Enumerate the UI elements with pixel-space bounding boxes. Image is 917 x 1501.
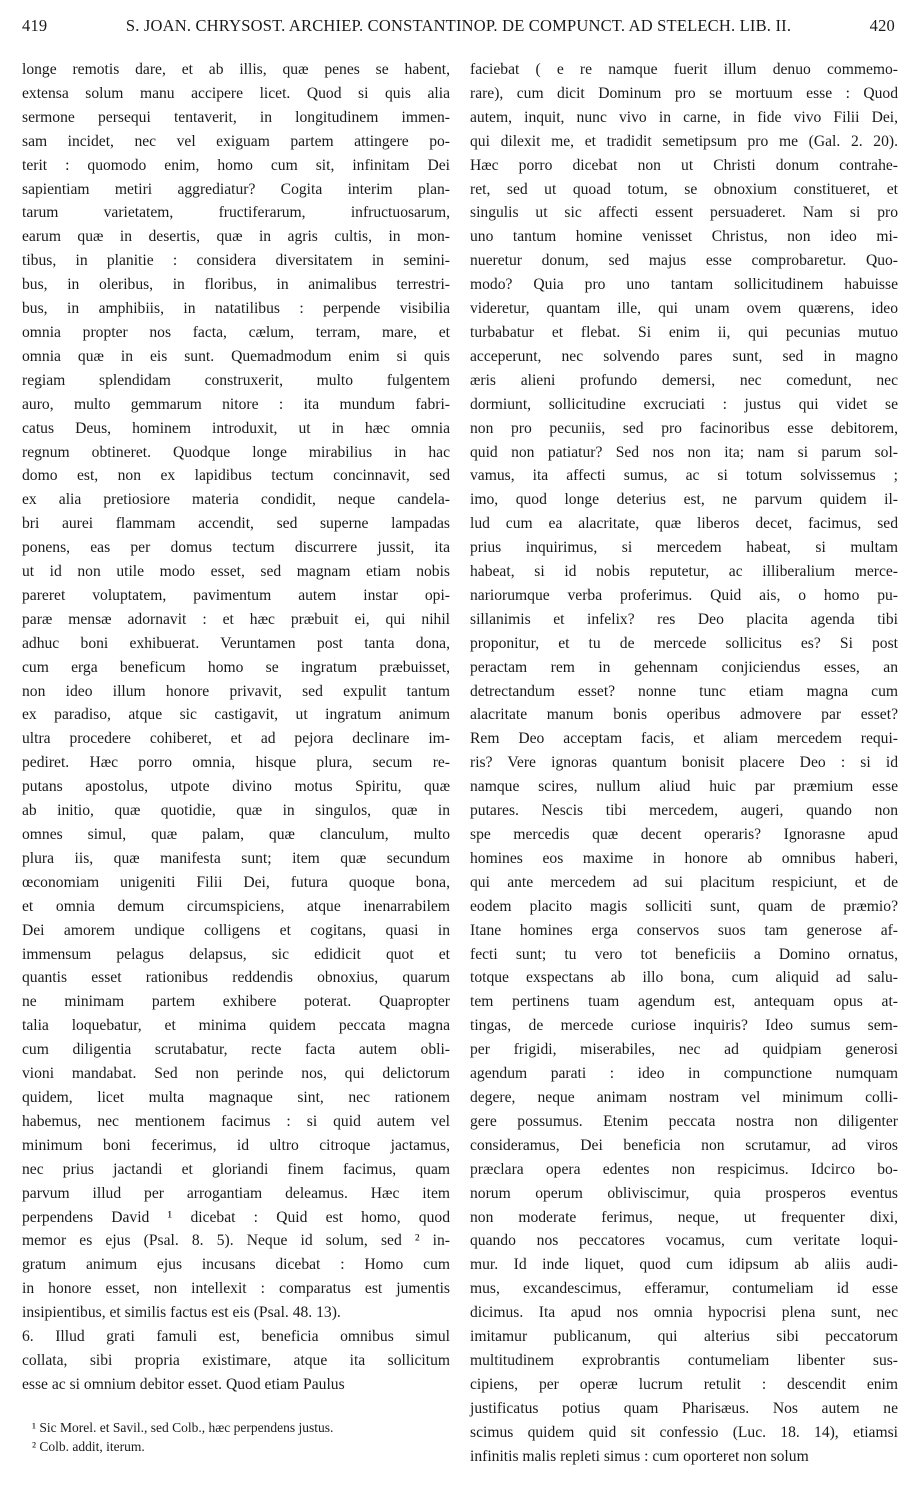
text-line: justificatus potius quam Pharisæus. Nos autem ne xyxy=(470,1399,898,1417)
text-line: quantis esset rationibus reddendis obnoxius, quarum xyxy=(22,969,450,987)
footnotes xyxy=(32,1418,452,1456)
text-line: gere possumus. Etenim peccata nostra non diligenter xyxy=(470,1112,898,1130)
text-line: agendum parati : ideo in compunctione numquam xyxy=(470,1065,898,1083)
text-line: mur. Id inde liquet, quod cum idipsum ab aliis audi- xyxy=(470,1256,898,1274)
text-line: bri aurei flammam accendit, sed superne lampadas xyxy=(22,515,450,533)
text-line: nariorumque verba proferimus. Quid ais, o homo pu- xyxy=(470,586,898,604)
text-line: esse ac si omnium debitor esset. Quod etiam Paulus xyxy=(22,1375,345,1393)
text-line: mus, excandescimus, efferamur, contumeliam id esse xyxy=(470,1280,898,1298)
text-line: rare), cum dicit Dominum pro se mortuum esse : Quod xyxy=(470,84,898,102)
text-line: extensa solum manu accipere licet. Quod si quis alia xyxy=(22,84,450,102)
running-header xyxy=(22,6,895,46)
text-line: minimum boni fecerimus, id ultro citroque jactamus, xyxy=(22,1136,450,1154)
text-line: ret, sed ut quoad totum, se obnoxium constitueret, et xyxy=(470,180,898,198)
text-line: parvum illud per arrogantiam deleamus. Hæc item xyxy=(22,1184,450,1202)
text-line: earum quæ in desertis, quæ in agris cultis, in mon- xyxy=(22,228,450,246)
text-line: omnia propter nos facta, cælum, terram, mare, et xyxy=(22,323,450,341)
text-line: cum erga beneficum homo se ingratum præbuisset, xyxy=(22,658,450,676)
text-line: multitudinem exprobrantis contumeliam libenter sus- xyxy=(470,1351,898,1369)
text-line: et omnia demum circumspiciens, atque inenarrabilem xyxy=(22,897,450,915)
text-line: faciebat ( e re namque fuerit illum denuo commemo- xyxy=(470,61,898,78)
text-line: sillanimis et infelix? res Deo placita agenda tibi xyxy=(470,610,898,628)
text-line: scimus quidem quid sit confessio (Luc. 18. 14), etiamsi xyxy=(470,1423,898,1441)
text-line: gratum animum ejus incusans dicebat : Homo cum xyxy=(22,1256,450,1274)
text-line: quando nos peccatores vocamus, cum veritate loqui- xyxy=(470,1232,898,1250)
running-title: S. JOAN. CHRYSOST. ARCHIEP. CONSTANTINOP. DE COMPUNCT. AD STELECH. LIB. II. xyxy=(125,16,792,35)
text-line: terit : quomodo enim, homo cum sit, infinitam Dei xyxy=(22,156,450,174)
text-line: ex alia pretiosiore materia condidit, neque candela- xyxy=(22,491,450,509)
text-line: qui ante mercedem ad sui placitum respiciunt, et de xyxy=(470,873,898,891)
text-line: ultra procedere cohiberet, et ad pejora declinare im- xyxy=(22,730,450,748)
text-line: turbabatur et flebat. Si enim ii, qui pecunias mutuo xyxy=(470,323,898,341)
text-line: namque scires, nullum aliud huic par præmium esse xyxy=(470,778,898,796)
text-line: pareret voluptatem, pavimentum autem instar opi- xyxy=(22,586,450,604)
text-line: quid non patiatur? Sed nos non ita; nam si parum sol- xyxy=(470,443,898,461)
text-line: cipiens, per operæ lucrum retulit : descendit enim xyxy=(470,1375,898,1393)
text-line: imitamur publicanum, qui alterius sibi peccatorum xyxy=(470,1328,898,1346)
text-line: degere, neque animam nostram vel minimum colli- xyxy=(470,1088,898,1106)
text-line: memor es ejus (Psal. 8. 5). Neque id solum, sed ² in- xyxy=(22,1232,450,1250)
text-line: omnes simul, quæ palam, quæ clanculum, multo xyxy=(22,826,450,843)
text-line: œconomiam unigeniti Filii Dei, futura quoque bona, xyxy=(22,873,450,891)
text-line: fecti sunt; tu vero tot beneficiis a Domino ornatus, xyxy=(470,945,898,963)
text-line: immensum pelagus delapsus, sic edidicit quot et xyxy=(22,945,450,963)
text-line: quidem, licet multa magnaque sint, nec rationem xyxy=(22,1088,450,1106)
text-line: domo est, non ex lapidibus tectum concinnavit, sed xyxy=(22,467,450,485)
text-line: peractam rem in gehennam conjiciendus esses, an xyxy=(470,658,898,676)
text-line: pediret. Hæc porro omnia, hisque plura, secum re- xyxy=(22,754,450,772)
text-line: præclara opera edentes non respicimus. Idcirco bo- xyxy=(470,1160,898,1178)
text-line: longe remotis dare, et ab illis, quæ penes se habent, xyxy=(22,61,450,78)
text-line: ris? Vere ignoras quantum bonisit placere Deo : si id xyxy=(470,754,898,772)
text-line: ponens, eas per domus tectum discurrere jussit, ita xyxy=(22,539,450,557)
text-line: spe mercedis quæ decent operaris? Ignorasne apud xyxy=(470,826,898,843)
right-text-column xyxy=(470,58,898,1465)
text-line: catus Deus, hominem introduxit, ut in hæc omnia xyxy=(22,419,450,437)
text-line: lud cum ea alacritate, quæ liberos decet, facimus, sed xyxy=(470,515,898,533)
text-line: ut id non utile modo esset, sed magnam etiam nobis xyxy=(22,563,450,581)
text-line: non pro pecuniis, sed pro facinoribus esse debitorem, xyxy=(470,419,898,437)
text-line: cum diligentia scrutabatur, recte facta autem obli- xyxy=(22,1041,450,1059)
text-line: perpendens David ¹ dicebat : Quid est homo, quod xyxy=(22,1208,450,1226)
text-line: qui dilexit me, et tradidit semetipsum pro me (Gal. 2. 20). xyxy=(470,132,898,150)
text-line: videretur, quantam ille, qui unam ovem quærens, ideo xyxy=(470,300,898,318)
text-line: proponitur, et tu de mercede sollicitus es? Si post xyxy=(470,634,898,652)
text-line: vioni mandabat. Sed non perinde nos, qui delictorum xyxy=(22,1065,450,1083)
text-line: putares. Nescis tibi mercedem, augeri, quando non xyxy=(470,802,898,820)
text-line: adhuc boni exhibuerat. Veruntamen post tanta dona, xyxy=(22,634,450,652)
footnote: ² Colb. addit, iterum. xyxy=(32,1439,145,1454)
footnote: ¹ Sic Morel. et Savil., sed Colb., hæc perpendens justus. xyxy=(32,1420,334,1435)
text-line: sapientiam metiri aggrediatur? Cogita interim plan- xyxy=(22,180,450,198)
text-line: ab initio, quæ quotidie, quæ in singulos, quæ in xyxy=(22,802,450,820)
text-line: sermone persequi tentaverit, in longitudinem immen- xyxy=(22,108,450,126)
text-line: plura iis, quæ manifesta sunt; item quæ secundum xyxy=(22,849,450,867)
text-line: 6. Illud grati famuli est, beneficia omnibus simul xyxy=(22,1328,450,1346)
text-line: non moderate ferimus, neque, ut frequenter dixi, xyxy=(470,1208,898,1226)
text-line: putans apostolus, utpote divino motus Spiritu, quæ xyxy=(22,778,450,796)
text-line: acceperunt, nec solvendo pares sunt, sed in magno xyxy=(470,347,898,365)
page-number-right: 420 xyxy=(869,16,895,35)
text-line: auro, multo gemmarum nitore : ita mundum fabri- xyxy=(22,395,450,413)
text-line: regiam splendidam construxerit, multo fulgentem xyxy=(22,371,450,389)
text-line: dicimus. Ita apud nos omnia hypocrisi plena sunt, nec xyxy=(470,1304,898,1322)
text-line: ex paradiso, atque sic castigavit, ut ingratum animum xyxy=(22,706,450,724)
text-line: ne minimam partem exhibere poterat. Quapropter xyxy=(22,993,450,1011)
text-line: bus, in amphibiis, in natatilibus : perpende visibilia xyxy=(22,300,450,318)
text-line: per frigidi, miserabiles, nec ad quidpiam generosi xyxy=(470,1041,898,1059)
text-line: singulis ut sic affecti essent persuaderet. Nam si pro xyxy=(470,204,898,222)
page-number-left: 419 xyxy=(22,16,48,35)
text-line: regnum obtineret. Quodque longe mirabilius in hac xyxy=(22,443,450,461)
text-line: omnia quæ in eis sunt. Quemadmodum enim si quis xyxy=(22,347,450,365)
text-line: consideramus, Dei beneficia non scrutamur, ad viros xyxy=(470,1136,898,1154)
text-line: habeat, si id nobis reputetur, ac illiberalium merce- xyxy=(470,563,898,581)
text-line: Itane homines erga conservos suos tam generose af- xyxy=(470,921,898,939)
text-line: paræ mensæ adornavit : et hæc præbuit ei, qui nihil xyxy=(22,610,450,628)
text-line: tem pertinens tuam agendum est, antequam opus at- xyxy=(470,993,898,1011)
text-line: alacritate manum bonis operibus admovere par esset? xyxy=(470,706,898,724)
text-line: prius inquirimus, si mercedem habeat, si multam xyxy=(470,539,898,557)
text-line: uno tantum homine venisset Christus, non ideo mi- xyxy=(470,228,898,246)
text-line: insipientibus, et similis factus est eis (Psal. 48. 13). xyxy=(22,1304,341,1322)
text-line: detrectandum esset? nonne tunc etiam magna cum xyxy=(470,682,898,700)
text-line: sam incidet, nec vel exiguam partem attingere po- xyxy=(22,132,450,150)
text-line: infinitis malis repleti simus : cum oporteret non solum xyxy=(470,1447,809,1465)
text-line: non ideo illum honore privavit, sed expulit tantum xyxy=(22,682,450,700)
text-line: in honore esset, non intellexit : comparatus est jumentis xyxy=(22,1280,450,1298)
text-line: bus, in oleribus, in floribus, in animalibus terrestri- xyxy=(22,276,450,294)
text-line: tibus, in planitie : considera diversitatem in semini- xyxy=(22,252,450,270)
text-line: norum operum obliviscimur, quia prosperos eventus xyxy=(470,1184,898,1202)
text-line: Rem Deo acceptam facis, et aliam mercedem requi- xyxy=(470,730,898,748)
text-line: modo? Quia pro uno tantam sollicitudinem habuisse xyxy=(470,276,898,294)
text-line: vamus, ita affecti sumus, ac si totum solvissemus ; xyxy=(470,467,898,485)
text-line: nec prius jactandi et gloriandi finem facimus, quam xyxy=(22,1160,450,1178)
text-line: Hæc porro dicebat non ut Christi donum contrahe- xyxy=(470,156,898,174)
text-line: eodem placito magis solliciti sunt, quam de præmio? xyxy=(470,897,898,915)
text-line: totque exspectans ab illo bona, cum aliquid ad salu- xyxy=(470,969,898,987)
text-line: homines eos maxime in honore ab omnibus haberi, xyxy=(470,849,898,867)
text-line: æris alieni profundo demersi, nec comedunt, nec xyxy=(470,371,898,389)
text-line: habemus, nec mentionem facimus : si quid autem vel xyxy=(22,1112,450,1130)
text-line: autem, inquit, nunc vivo in carne, in fide vivo Filii Dei, xyxy=(470,108,898,126)
left-text-column xyxy=(22,58,450,1448)
text-line: collata, sibi propria existimare, atque ita sollicitum xyxy=(22,1351,450,1369)
text-line: dormiunt, sollicitudine excruciati : justus qui videt se xyxy=(470,395,898,413)
text-line: tingas, de mercede curiose inquiris? Ideo sumus sem- xyxy=(470,1017,898,1035)
text-line: imo, quod longe deterius est, ne parvum quidem il- xyxy=(470,491,898,509)
text-line: Dei amorem undique colligens et cogitans, quasi in xyxy=(22,921,450,939)
text-line: talia loquebatur, et minima quidem peccata magna xyxy=(22,1017,450,1035)
text-line: nueretur donum, sed majus esse comprobaretur. Quo- xyxy=(470,252,898,270)
text-line: tarum varietatem, fructiferarum, infructuosarum, xyxy=(22,204,450,222)
